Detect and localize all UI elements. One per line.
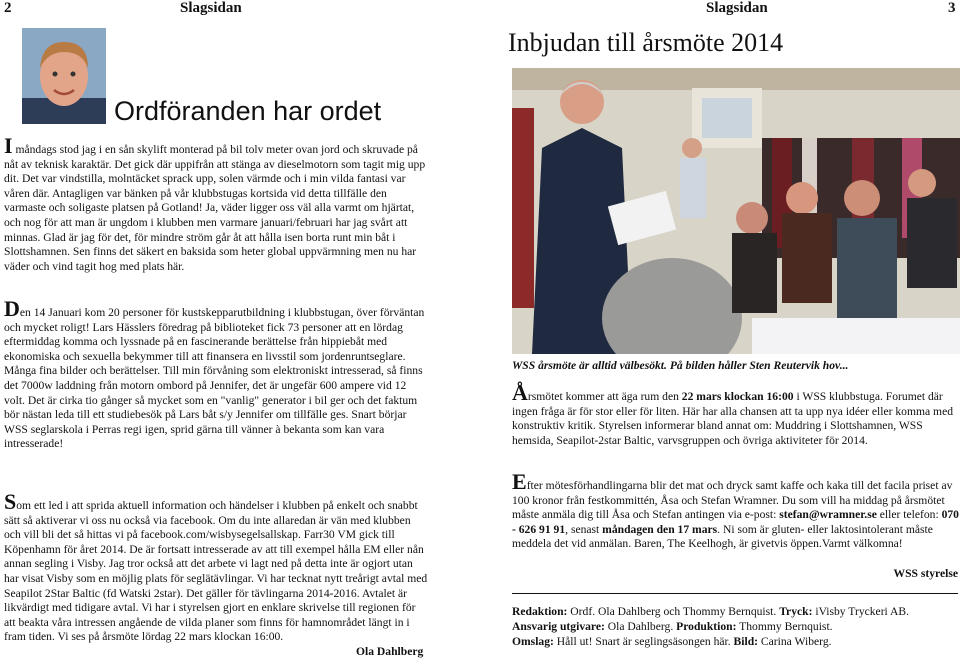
article-heading: Ordföranden har ordet: [114, 96, 382, 126]
page-number-right: 3: [948, 0, 956, 16]
dropcap: I: [4, 133, 13, 158]
meeting-heading: Inbjudan till årsmöte 2014: [508, 28, 784, 57]
paragraph-text: eller telefon:: [876, 508, 942, 522]
contact-email: stefan@wramner.se: [779, 508, 877, 522]
credit-label: Ansvarig utgivare:: [512, 620, 605, 633]
credit-value: Ola Dahlberg.: [604, 620, 677, 633]
signature-left: Ola Dahlberg: [356, 645, 424, 658]
credit-label: Bild:: [733, 635, 759, 648]
meeting-paragraph-2: [512, 469, 960, 552]
credit-label: Omslag:: [512, 635, 554, 648]
page-number-left: 2: [4, 0, 12, 16]
credit-label: Redaktion:: [512, 605, 568, 618]
paragraph-text: , senast: [565, 522, 603, 536]
paragraph-text: . Ni som är gluten- eller laktosintolerant måste meddela det vid anmälan. Baren, The Keelhogh, är givetvis öppen.Varmt välkomna!: [512, 522, 933, 551]
paragraph-text: fter mötesförhandlingarna blir det mat och dryck samt kaffe och kaka till det facila priset av 100 kronor från festkommittén, Åsa och Stefan Wramner. Du som vill ha middag på årsmötet måste anmäla dig till Åsa och Stefan antingen via e-post:: [512, 479, 953, 522]
dropcap: D: [4, 296, 20, 321]
registration-deadline: måndagen den 17 mars: [602, 522, 718, 536]
paragraph-text: om ett led i att sprida aktuell information och händelser i klubben på enkelt och snabbt sätt så aktiverar vi oss nu också via facebook. Om du inte allaredan är vän med klubben och vill bli det så hittas vi på facebook.com/wisbysegelsallskap. Farr30 VM gick till Köpenhamn för året 2014. De är fortsatt intresserade av att till exempel hålla EM eller nån annan segling i Visby. Jag tror också att det arbete vi lagt ned på detta inte är ogjort utan har visat Visby som en möjlig plats för seglätävlingar. Vi har tecknat nytt treårigt avtal med Seapilot 2Star Baltic (fd Watski 2star). Det gäller för tävlingarna 2014-2016. Avtalet är likvärdigt med tidigare avtal. Vi har i styrelsen gjort en enklare skrivelse till regionen för att beakta våra intressen angående de vilda planer som finns för hamnområdet längt in i fram tiden. Vi ses på årsmöte lördag 22 mars klockan 16:00.: [4, 499, 428, 644]
meeting-paragraph-1: [512, 380, 960, 448]
article-paragraph-1: [4, 133, 428, 274]
dropcap: S: [4, 489, 17, 514]
running-title-right: Slagsidan: [706, 0, 768, 16]
credit-value: Ordf. Ola Dahlberg och Thommy Bernquist.: [567, 605, 780, 618]
paragraph-text: i WSS klubbstuga. Forumet där ingen fråga är för stor eller för liten. Här har alla chansen att ta upp nya idéer eller komma med konstruktiv kritik. Styrelsen informerar bland annat om: Muddring i Slottshamnen, WSS hemsida, Seapilot-2star Baltic, varvsgruppen och övriga aktiviteter för 2014.: [512, 390, 954, 447]
credits-divider: [512, 593, 958, 594]
signature-right: WSS styrelse: [893, 567, 958, 580]
contact-phone: 070 - 626 91 91: [512, 508, 959, 536]
article-paragraph-3: [4, 489, 428, 645]
dropcap: Å: [512, 380, 528, 405]
paragraph-text: rsmötet kommer att äga rum den: [527, 390, 682, 403]
author-portrait: [22, 28, 106, 124]
meeting-time: 22 mars klockan 16:00: [681, 390, 794, 403]
credit-value: iVisby Tryckeri AB.: [812, 605, 910, 618]
paragraph-text: en 14 Januari kom 20 personer för kustskepparutbildning i klubbstugan, över förväntan och mycket roligt! Lars Hässlers föredrag på biblioteket fick 73 personer att en lördag eftermiddag komma och lyssnade på en fascinerande berättelse från hippiebåt med ekonomiska och sexuella bekymmer till att finansera en livsstil som jordenruntseglare. Många fina bilder och berättelser. Till min förvåning som elektroniskt intresserad, så finns det 7000w laddning från motorn ombord på Jennifer, det är ungefär 600 ampere vid 12 volt. Det är cirka tio gånger så mycket som en "vanlig" generator i bil ger och det faktum bör nästan leda till ett studiebesök på Lars båt s/y Jennifer om tillfälle ges. Snart börjar WSS seglarskola i Perras regi igen, sprid gärna till vänner à bekanta som kan vara intresserade!: [4, 306, 425, 451]
photo-caption: WSS årsmöte är alltid välbesökt. På bilden håller Sten Reutervik hov...: [512, 359, 849, 372]
dropcap: E: [512, 469, 527, 494]
article-paragraph-2: [4, 296, 428, 452]
credit-label: Tryck:: [779, 605, 813, 618]
credit-value: Håll ut! Snart är seglingsäsongen här.: [553, 635, 734, 648]
credits-block: [512, 604, 960, 649]
credit-value: Thommy Bernquist.: [736, 620, 833, 633]
credit-label: Produktion:: [676, 620, 737, 633]
paragraph-text: måndags stod jag i en sån skylift monterad på bil tolv meter ovan jord och skruvade på nåt av teknisk karaktär. Det gick där uppifrån att stänga av dieselmotorn som tagit mig upp dit. Det var vindstilla, molntäcket sprack upp, solen värmde och i min vilda fantasi var våren där. Antagligen var bänken på vår klubbstugas kortsida vid detta tillfälle den varmaste och soligaste platsen på Gotland! Ja, väder ligger oss väl alla varmt om hjärtat, och nog för att man är ungdom i klubben men varmare januari/februari har jag svårt att minnas. Glad är jag för det, för mindre ström går åt att hålla isen borta runt min båt i Slottshamnen. Sen finns det säkert en baksida som heter global uppvärmning men nu har väder och vind tagit hog med plats här.: [4, 143, 426, 273]
running-title-left: Slagsidan: [180, 0, 242, 16]
credit-value: Carina Wiberg.: [758, 635, 832, 648]
meeting-photo: [512, 68, 960, 354]
